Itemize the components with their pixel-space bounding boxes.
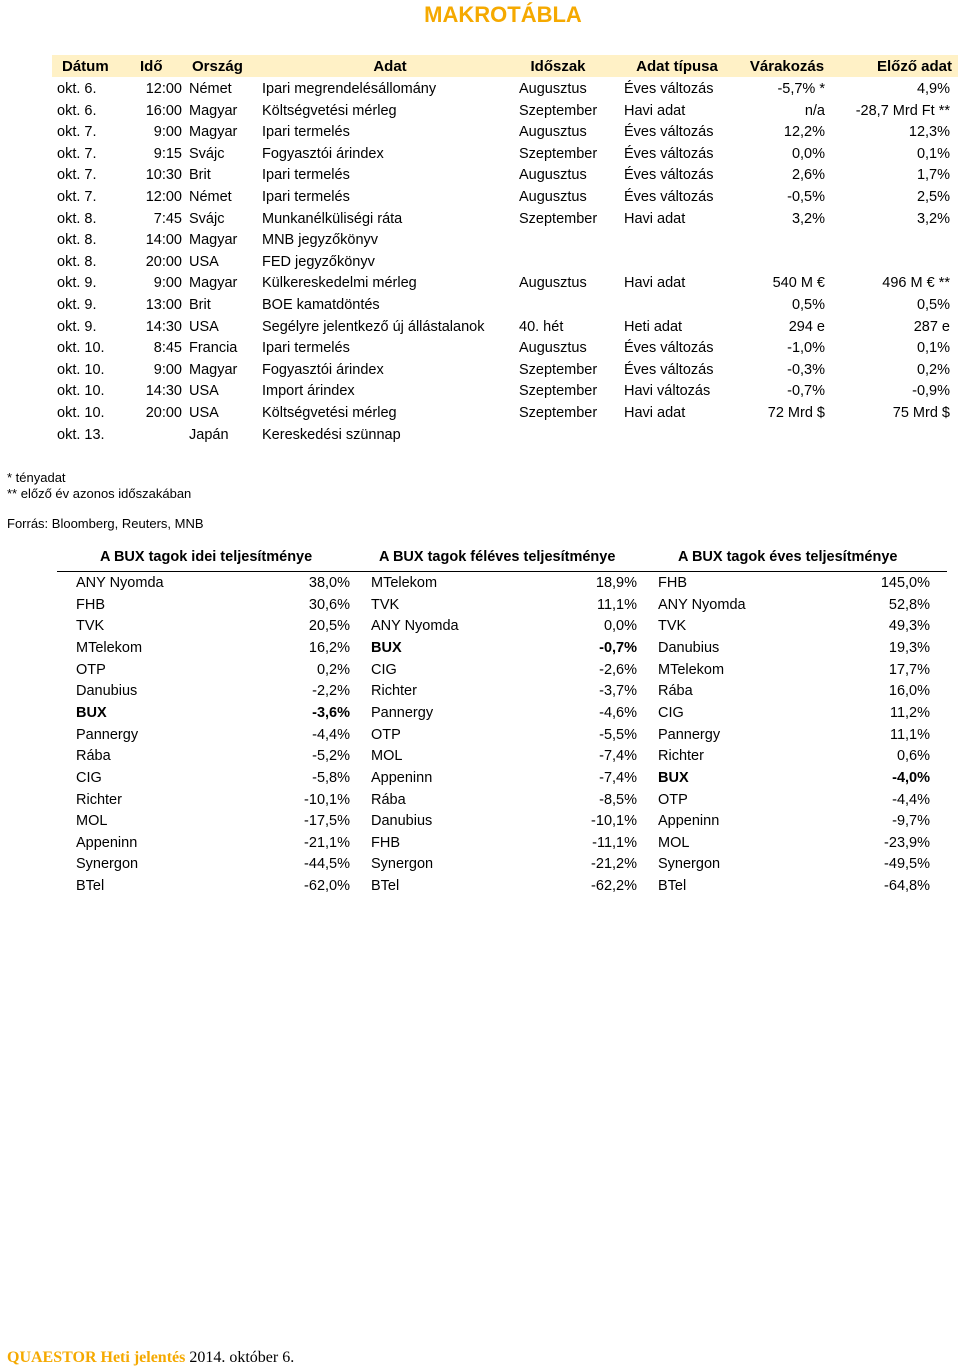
bux-row	[371, 683, 637, 704]
bux-header-divider	[57, 571, 947, 572]
calendar-cell: USA	[189, 318, 219, 335]
calendar-cell: 16:00	[145, 102, 182, 119]
calendar-header-cell: Idő	[140, 58, 163, 75]
calendar-cell: okt. 9.	[57, 318, 97, 335]
calendar-cell: Éves változás	[624, 145, 714, 162]
calendar-cell: 294 e	[788, 318, 825, 335]
bux-stock-name: Pannergy	[371, 704, 434, 721]
calendar-cell: Svájc	[189, 210, 225, 227]
calendar-cell: Augusztus	[519, 81, 587, 97]
bux-stock-name: Rába	[371, 791, 406, 808]
bux-stock-value: 49,3%	[888, 618, 930, 635]
bux-stock-name: MOL	[371, 748, 403, 765]
bux-stock-name: ANY Nyomda	[658, 596, 746, 613]
calendar-cell: 287 e	[913, 318, 950, 335]
calendar-cell: Szeptember	[519, 405, 598, 421]
calendar-cell: 9:15	[153, 145, 182, 162]
calendar-cell: 20:00	[145, 253, 182, 270]
bux-stock-name: MOL	[76, 813, 108, 830]
footer-brand: QUAESTOR Heti jelentés	[7, 1349, 186, 1366]
calendar-row	[0, 232, 960, 253]
footer	[7, 1349, 294, 1367]
calendar-cell: Augusztus	[519, 340, 587, 357]
calendar-cell: 7:45	[153, 210, 182, 227]
bux-row	[658, 683, 930, 704]
bux-stock-value: 145,0%	[880, 575, 930, 591]
bux-stock-name: FHB	[76, 596, 105, 613]
bux-row	[76, 878, 350, 899]
calendar-cell: 9:00	[153, 124, 182, 141]
bux-row	[371, 878, 637, 899]
calendar-cell: Német	[189, 81, 232, 97]
calendar-cell: BOE kamatdöntés	[262, 297, 380, 313]
calendar-cell: USA	[189, 383, 219, 400]
calendar-row	[0, 146, 960, 167]
calendar-cell: Havi adat	[624, 405, 686, 421]
calendar-cell: Éves változás	[624, 167, 714, 184]
bux-row	[658, 856, 930, 877]
bux-stock-value: -4,4%	[312, 726, 350, 743]
calendar-cell: Éves változás	[624, 81, 714, 97]
calendar-cell: okt. 7.	[57, 124, 97, 141]
calendar-cell: 20:00	[145, 405, 182, 421]
bux-stock-name: Appeninn	[658, 813, 720, 830]
calendar-cell: Éves változás	[624, 340, 714, 357]
calendar-cell: 14:30	[145, 318, 182, 335]
bux-row	[76, 597, 350, 618]
bux-row	[371, 597, 637, 618]
bux-row	[658, 662, 930, 683]
bux-stock-name: MTelekom	[76, 639, 143, 656]
bux-stock-value: -3,6%	[312, 704, 350, 721]
calendar-cell: Fogyasztói árindex	[262, 361, 384, 378]
calendar-cell: Fogyasztói árindex	[262, 145, 384, 162]
bux-stock-value: 30,6%	[308, 596, 350, 613]
bux-stock-name: Danubius	[371, 813, 433, 830]
calendar-cell: 9:00	[153, 275, 182, 292]
calendar-cell: Magyar	[189, 232, 238, 249]
bux-stock-name: OTP	[658, 791, 688, 808]
bux-row	[371, 575, 637, 596]
calendar-cell: Költségvetési mérleg	[262, 405, 397, 421]
bux-row	[658, 575, 930, 596]
bux-row	[658, 618, 930, 639]
bux-row	[658, 705, 930, 726]
bux-stock-value: -3,7%	[599, 683, 637, 700]
calendar-row	[0, 427, 960, 448]
bux-stock-value: 11,2%	[889, 704, 930, 721]
calendar-cell: -0,3%	[787, 361, 825, 378]
bux-row	[76, 727, 350, 748]
footer-date: 2014. október 6.	[189, 1349, 295, 1366]
bux-row	[76, 748, 350, 769]
calendar-cell: USA	[189, 405, 219, 421]
bux-stock-name: TVK	[76, 618, 105, 635]
bux-stock-name: Pannergy	[658, 726, 721, 743]
bux-row	[658, 792, 930, 813]
calendar-cell: Ipari termelés	[262, 124, 350, 141]
calendar-cell: Költségvetési mérleg	[262, 102, 397, 119]
bux-row	[76, 770, 350, 791]
calendar-cell: 12,3%	[908, 124, 950, 141]
calendar-cell: Éves változás	[624, 124, 714, 141]
calendar-cell: okt. 7.	[57, 189, 97, 205]
bux-stock-value: 16,2%	[308, 639, 350, 656]
bux-stock-value: -7,4%	[599, 769, 637, 786]
footnote-double-star: ** előző év azonos időszakában	[7, 486, 192, 501]
bux-stock-value: -23,9%	[884, 834, 930, 851]
bux-stock-value: -10,1%	[304, 791, 350, 808]
calendar-cell: okt. 10.	[57, 361, 105, 378]
calendar-cell: Kereskedési szünnap	[262, 426, 401, 443]
bux-stock-name: OTP	[371, 726, 401, 743]
bux-stock-name: Rába	[658, 683, 693, 700]
calendar-cell: 4,9%	[916, 81, 950, 97]
bux-row	[658, 770, 930, 791]
calendar-cell: Japán	[189, 426, 229, 443]
bux-stock-value: 0,0%	[603, 618, 637, 635]
bux-stock-name: Richter	[76, 791, 122, 808]
bux-stock-name: BTel	[371, 878, 400, 895]
bux-stock-value: -5,5%	[599, 726, 637, 743]
calendar-cell: Magyar	[189, 124, 238, 141]
calendar-row	[0, 362, 960, 383]
bux-stock-value: 38,0%	[308, 575, 350, 591]
calendar-cell: Szeptember	[519, 210, 598, 227]
bux-row	[658, 597, 930, 618]
calendar-cell: -0,7%	[787, 383, 825, 400]
calendar-cell: 12:00	[145, 189, 182, 205]
bux-stock-name: FHB	[658, 575, 687, 591]
bux-stock-name: MOL	[658, 834, 690, 851]
calendar-cell: 1,7%	[916, 167, 950, 184]
bux-stock-name: Pannergy	[76, 726, 139, 743]
calendar-cell: Heti adat	[624, 318, 683, 335]
bux-row	[371, 618, 637, 639]
calendar-cell: 72 Mrd $	[767, 405, 825, 421]
calendar-cell: Brit	[189, 297, 211, 313]
calendar-cell: Augusztus	[519, 275, 587, 292]
calendar-header-cell: Adat típusa	[636, 58, 718, 75]
calendar-cell: okt. 8.	[57, 232, 97, 249]
calendar-row	[0, 81, 960, 102]
calendar-cell: Éves változás	[624, 189, 714, 205]
page-title	[0, 2, 960, 28]
calendar-cell: 540 M €	[772, 275, 825, 292]
calendar-row	[0, 405, 960, 426]
bux-stock-value: -64,8%	[884, 878, 930, 895]
bux-stock-name: CIG	[76, 769, 102, 786]
bux-row	[371, 835, 637, 856]
bux-table-header: A BUX tagok éves teljesítménye	[678, 549, 898, 565]
calendar-row	[0, 189, 960, 210]
calendar-cell: Havi adat	[624, 275, 686, 292]
calendar-cell: Német	[189, 189, 232, 205]
calendar-cell: okt. 9.	[57, 297, 97, 313]
bux-stock-name: BTel	[76, 878, 105, 895]
bux-table-header: A BUX tagok féléves teljesítménye	[379, 549, 616, 565]
calendar-header	[52, 55, 958, 77]
bux-stock-value: -49,5%	[884, 856, 930, 873]
bux-stock-value: -4,6%	[599, 704, 637, 721]
bux-row	[76, 662, 350, 683]
bux-stock-value: -4,0%	[892, 769, 930, 786]
bux-stock-value: 19,3%	[888, 639, 930, 656]
calendar-row	[0, 124, 960, 145]
bux-stock-name: Rába	[76, 748, 111, 765]
bux-row	[371, 813, 637, 834]
calendar-cell: Havi adat	[624, 210, 686, 227]
calendar-cell: Havi adat	[624, 102, 686, 119]
bux-row	[658, 640, 930, 661]
bux-stock-name: Synergon	[371, 856, 434, 873]
bux-row	[658, 813, 930, 834]
calendar-cell: Ipari termelés	[262, 340, 350, 357]
calendar-cell: Brit	[189, 167, 211, 184]
bux-stock-name: MTelekom	[658, 661, 725, 678]
bux-table-header: A BUX tagok idei teljesítménye	[100, 549, 313, 565]
bux-stock-name: Danubius	[658, 639, 720, 656]
calendar-cell: USA	[189, 253, 219, 270]
bux-stock-name: Synergon	[658, 856, 721, 873]
bux-stock-name: Richter	[658, 748, 704, 765]
calendar-cell: okt. 9.	[57, 275, 97, 292]
calendar-cell: 2,5%	[916, 189, 950, 205]
calendar-cell: Szeptember	[519, 361, 598, 378]
bux-stock-name: BUX	[76, 704, 107, 721]
bux-row	[76, 835, 350, 856]
calendar-cell: okt. 8.	[57, 253, 97, 270]
calendar-row	[0, 103, 960, 124]
calendar-cell: 12:00	[145, 81, 182, 97]
calendar-cell: Éves változás	[624, 361, 714, 378]
calendar-cell: 9:00	[153, 361, 182, 378]
calendar-cell: 13:00	[145, 297, 182, 313]
calendar-cell: 3,2%	[916, 210, 950, 227]
bux-stock-value: -8,5%	[599, 791, 637, 808]
calendar-cell: Havi változás	[624, 383, 711, 400]
bux-stock-name: TVK	[658, 618, 687, 635]
calendar-cell: Szeptember	[519, 102, 598, 119]
bux-row	[76, 792, 350, 813]
calendar-row	[0, 211, 960, 232]
bux-stock-name: OTP	[76, 661, 106, 678]
bux-stock-value: -2,2%	[312, 683, 350, 700]
bux-row	[371, 705, 637, 726]
calendar-cell: Külkereskedelmi mérleg	[262, 275, 417, 292]
calendar-cell: Augusztus	[519, 167, 587, 184]
bux-stock-value: -5,8%	[312, 769, 350, 786]
calendar-cell: 40. hét	[519, 318, 564, 335]
calendar-cell: Augusztus	[519, 124, 587, 141]
calendar-cell: -0,5%	[787, 189, 825, 205]
bux-stock-value: -44,5%	[304, 856, 350, 873]
bux-stock-value: -10,1%	[591, 813, 637, 830]
bux-stock-value: 11,1%	[889, 726, 930, 743]
bux-stock-value: 16,0%	[888, 683, 930, 700]
calendar-cell: Ipari termelés	[262, 167, 350, 184]
bux-row	[76, 640, 350, 661]
calendar-cell: 0,0%	[791, 145, 825, 162]
calendar-cell: okt. 10.	[57, 405, 105, 421]
bux-stock-name: CIG	[371, 661, 397, 678]
calendar-cell: 8:45	[153, 340, 182, 357]
bux-row	[371, 792, 637, 813]
bux-stock-value: -0,7%	[599, 639, 637, 656]
calendar-row	[0, 254, 960, 275]
bux-row	[658, 835, 930, 856]
bux-stock-value: 18,9%	[595, 575, 637, 591]
calendar-cell: Import árindex	[262, 383, 355, 400]
bux-stock-name: Appeninn	[76, 834, 138, 851]
bux-row	[371, 662, 637, 683]
calendar-cell: -28,7 Mrd Ft **	[855, 102, 950, 119]
calendar-cell: Magyar	[189, 102, 238, 119]
bux-row	[76, 856, 350, 877]
calendar-cell: Magyar	[189, 361, 238, 378]
bux-row	[76, 575, 350, 596]
calendar-cell: 2,6%	[791, 167, 825, 184]
bux-stock-value: -62,0%	[304, 878, 350, 895]
calendar-row	[0, 340, 960, 361]
bux-stock-name: CIG	[658, 704, 684, 721]
bux-stock-value: 52,8%	[888, 596, 930, 613]
calendar-cell: Szeptember	[519, 383, 598, 400]
calendar-cell: 14:30	[145, 383, 182, 400]
bux-stock-value: -11,1%	[592, 834, 637, 851]
calendar-cell: Francia	[189, 340, 238, 357]
calendar-cell: okt. 10.	[57, 340, 105, 357]
bux-stock-name: BUX	[371, 639, 402, 656]
bux-stock-value: 20,5%	[308, 618, 350, 635]
bux-stock-value: 0,2%	[316, 661, 350, 678]
calendar-cell: Szeptember	[519, 145, 598, 162]
bux-stock-name: Richter	[371, 683, 417, 700]
bux-row	[658, 748, 930, 769]
bux-row	[371, 770, 637, 791]
calendar-cell: okt. 13.	[57, 426, 105, 443]
calendar-header-cell: Adat	[373, 58, 407, 75]
bux-stock-value: -5,2%	[312, 748, 350, 765]
bux-row	[76, 683, 350, 704]
bux-row	[371, 856, 637, 877]
bux-stock-name: FHB	[371, 834, 400, 851]
calendar-cell: 0,2%	[916, 361, 950, 378]
calendar-row	[0, 167, 960, 188]
bux-stock-value: -2,6%	[599, 661, 637, 678]
bux-row	[371, 727, 637, 748]
bux-stock-value: -21,2%	[591, 856, 637, 873]
calendar-cell: okt. 8.	[57, 210, 97, 227]
bux-stock-name: MTelekom	[371, 575, 438, 591]
calendar-cell: Munkanélküliségi ráta	[262, 210, 403, 227]
calendar-cell: -0,9%	[912, 383, 950, 400]
bux-stock-value: 17,7%	[888, 661, 930, 678]
calendar-cell: 75 Mrd $	[892, 405, 950, 421]
calendar-cell: 10:30	[145, 167, 182, 184]
bux-stock-name: BTel	[658, 878, 687, 895]
bux-row	[371, 748, 637, 769]
calendar-cell: 3,2%	[791, 210, 825, 227]
calendar-row	[0, 383, 960, 404]
calendar-cell: -5,7% *	[777, 81, 825, 97]
calendar-header-cell: Előző adat	[876, 58, 952, 75]
calendar-cell: Augusztus	[519, 189, 587, 205]
calendar-cell: 0,5%	[791, 297, 825, 313]
calendar-cell: Magyar	[189, 275, 238, 292]
bux-stock-name: ANY Nyomda	[76, 575, 164, 591]
calendar-cell: okt. 7.	[57, 167, 97, 184]
calendar-cell: 12,2%	[783, 124, 825, 141]
bux-stock-value: -4,4%	[892, 791, 930, 808]
bux-stock-value: 11,1%	[596, 596, 637, 613]
bux-stock-value: -62,2%	[591, 878, 637, 895]
calendar-header-cell: Dátum	[62, 58, 109, 75]
calendar-cell: FED jegyzőkönyv	[262, 253, 375, 270]
bux-stock-value: -9,7%	[892, 813, 930, 830]
bux-stock-value: -7,4%	[599, 748, 637, 765]
bux-stock-value: -21,1%	[304, 834, 350, 851]
calendar-cell: 0,1%	[916, 340, 950, 357]
calendar-cell: Segélyre jelentkező új állástalanok	[262, 318, 485, 335]
calendar-cell: okt. 7.	[57, 145, 97, 162]
calendar-cell: okt. 6.	[57, 102, 97, 119]
bux-stock-value: 0,6%	[896, 748, 930, 765]
calendar-header-cell: Időszak	[530, 58, 586, 75]
bux-stock-value: -17,5%	[304, 813, 350, 830]
footnote-star: * tényadat	[7, 470, 66, 485]
calendar-row	[0, 319, 960, 340]
calendar-cell: 0,1%	[916, 145, 950, 162]
calendar-cell: okt. 10.	[57, 383, 105, 400]
bux-stock-name: Appeninn	[371, 769, 433, 786]
calendar-cell: Ipari termelés	[262, 189, 350, 205]
source-note: Forrás: Bloomberg, Reuters, MNB	[7, 516, 204, 531]
bux-row	[371, 640, 637, 661]
calendar-header-cell: Várakozás	[749, 58, 825, 75]
bux-row	[76, 618, 350, 639]
calendar-cell: n/a	[804, 102, 825, 119]
bux-stock-name: BUX	[658, 769, 689, 786]
bux-stock-name: Danubius	[76, 683, 138, 700]
bux-row	[76, 813, 350, 834]
page-title-text: MAKROTÁBLA	[424, 2, 582, 27]
bux-stock-name: TVK	[371, 596, 400, 613]
calendar-cell: 0,5%	[916, 297, 950, 313]
bux-stock-name: ANY Nyomda	[371, 618, 459, 635]
calendar-header-cell: Ország	[192, 58, 243, 75]
calendar-row	[0, 297, 960, 318]
calendar-cell: Ipari megrendelésállomány	[262, 81, 437, 97]
bux-row	[658, 727, 930, 748]
bux-row	[658, 878, 930, 899]
calendar-cell: okt. 6.	[57, 81, 97, 97]
calendar-cell: 14:00	[145, 232, 182, 249]
calendar-cell: -1,0%	[787, 340, 825, 357]
calendar-cell: Svájc	[189, 145, 225, 162]
calendar-row	[0, 275, 960, 296]
calendar-cell: 496 M € **	[882, 275, 950, 292]
bux-row	[76, 705, 350, 726]
bux-stock-name: Synergon	[76, 856, 139, 873]
calendar-cell: MNB jegyzőkönyv	[262, 232, 379, 249]
